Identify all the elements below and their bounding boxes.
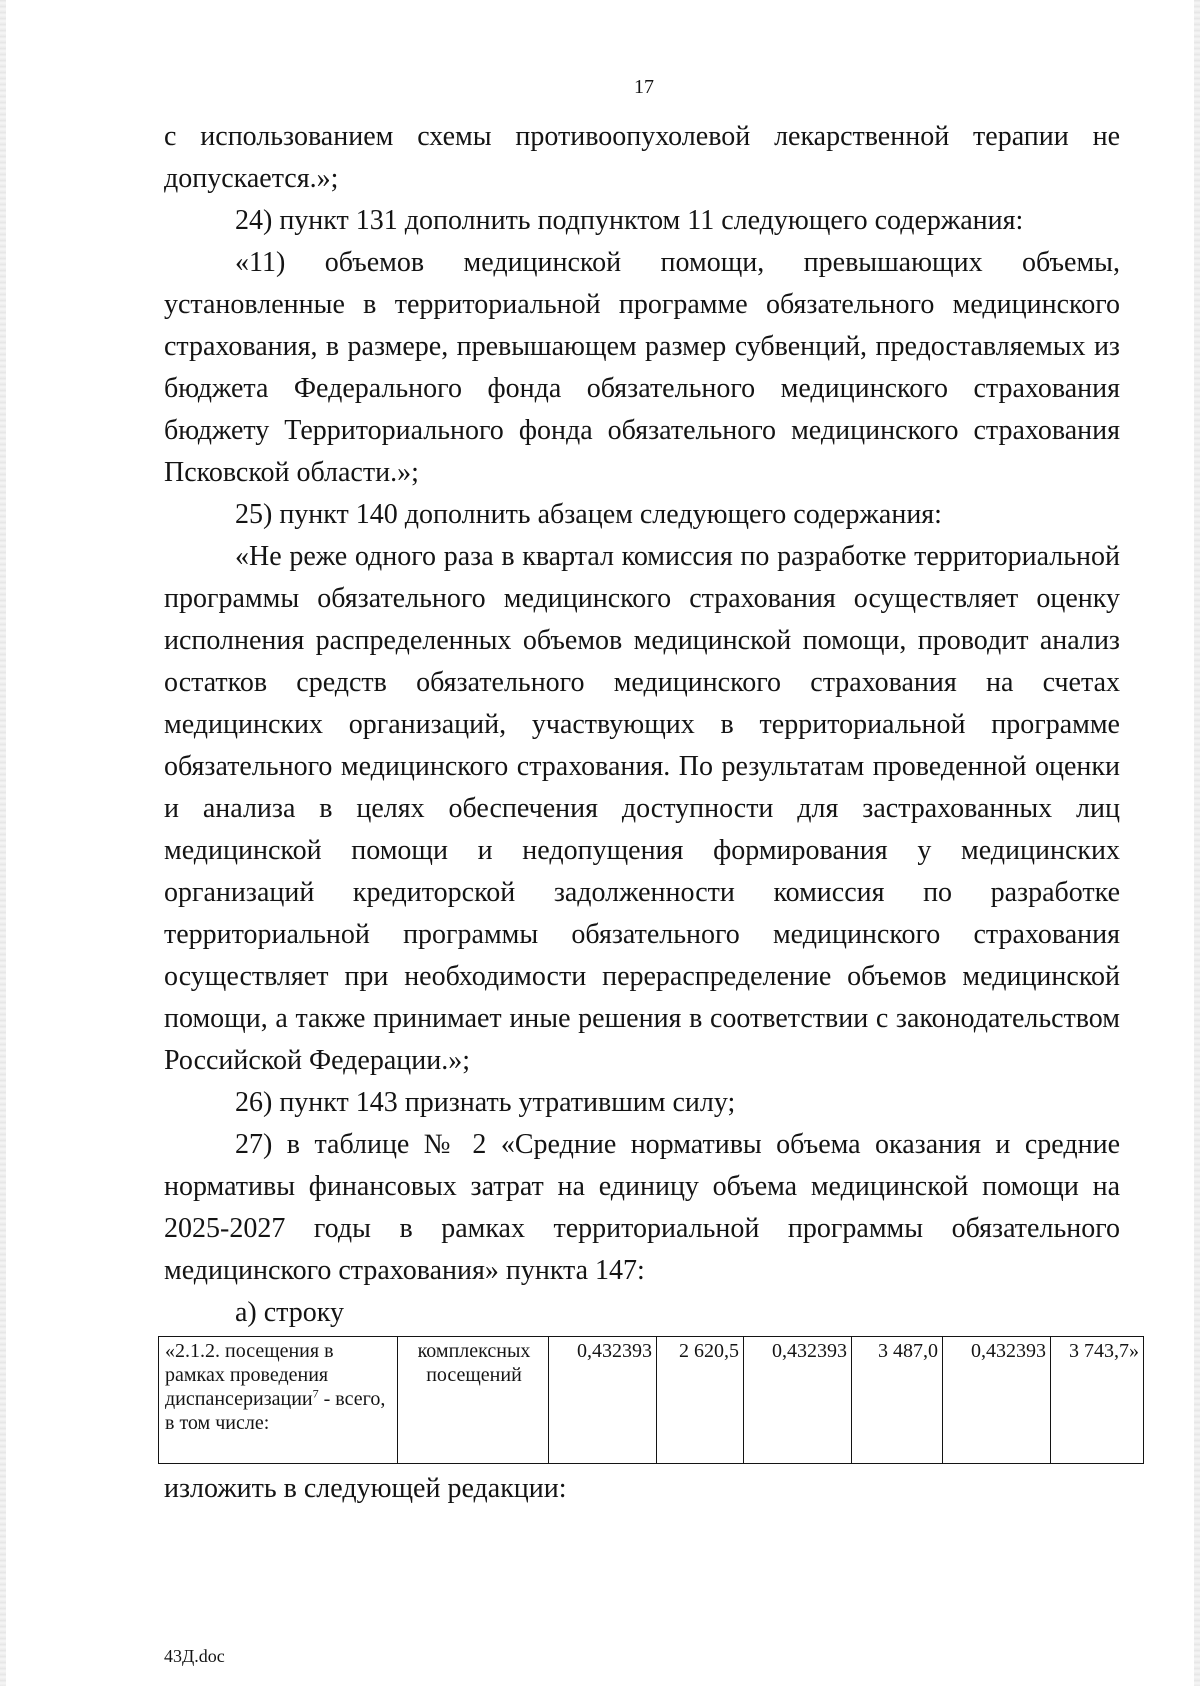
- cell-cost-2026: 3 487,0: [852, 1337, 943, 1464]
- norms-table: [158, 1336, 1144, 1464]
- cell-service-name-text: «2.1.2. посещения в рамках проведения диспансеризации: [165, 1340, 334, 1410]
- table-row: [159, 1337, 1144, 1464]
- scan-edge-right: [1194, 0, 1200, 1686]
- paragraph-after-table: изложить в следующей редакции:: [164, 1473, 567, 1504]
- paragraph-item-26: 26) пункт 143 признать утратившим силу;: [235, 1087, 736, 1118]
- cell-service-name-total: - всего,: [318, 1388, 386, 1410]
- cell-cost-2025: 2 620,5: [657, 1337, 744, 1464]
- cell-service-name: [159, 1337, 398, 1464]
- paragraph-quarterly-review: «Не реже одного раза в квартал комиссия по разработке территориальной программы обязательного медицинского страхования осуществляет оценку исполнения распределенных объемов медицинской помощи, проводит анализ остатков средств обязательного медицинского страхования на счетах медицинских организаций, участвующих в территориальной программе обязательного медицинского страхования. По результатам проведенной оценки и анализа в целях обеспечения доступности для застрахованных лиц медицинской помощи и недопущения формирования у медицинских организаций кредиторской задолженности комиссия по разработке территориальной программы обязательного медицинского страхования осуществляет при необходимости перераспределение объемов медицинской помощи, а также принимает иные решения в соответствии с законодательством Российской Федерации.»;: [164, 541, 1120, 1076]
- footer-filename: 43Д.doc: [164, 1646, 225, 1666]
- cell-volume-2025: 0,432393: [549, 1337, 657, 1464]
- document-body: [164, 116, 1139, 1510]
- cell-unit: комплексных посещений: [398, 1337, 549, 1464]
- cell-cost-2027: 3 743,7»: [1051, 1337, 1144, 1464]
- paragraph-item-24: 24) пункт 131 дополнить подпунктом 11 следующего содержания:: [235, 205, 1024, 236]
- footnote-mark: 7: [312, 1386, 319, 1401]
- paragraph-subitem-11: «11) объемов медицинской помощи, превышающих объемы, установленные в территориальной программе обязательного медицинского страхования, в размере, превышающем размер субвенций, предоставляемых из бюджета Федерального фонда обязательного медицинского страхования бюджету Территориального фонда обязательного медицинского страхования Псковской области.»;: [164, 247, 1120, 488]
- paragraph-continuation: с использованием схемы противоопухолевой лекарственной терапии не допускается.»;: [164, 121, 1120, 194]
- cell-volume-2026: 0,432393: [744, 1337, 852, 1464]
- page-number: 17: [634, 76, 654, 98]
- scan-edge-left: [0, 0, 6, 1686]
- paragraph-item-27: 27) в таблице № 2 «Средние нормативы объема оказания и средние нормативы финансовых затрат на единицу объема медицинской помощи на 2025-2027 годы в рамках территориальной программы обязательного медицинского страхования» пункта 147:: [164, 1129, 1120, 1286]
- subitem-a-label: а) строку: [235, 1297, 344, 1328]
- cell-service-name-including: в том числе:: [165, 1412, 270, 1434]
- cell-volume-2027: 0,432393: [943, 1337, 1051, 1464]
- paragraph-item-25: 25) пункт 140 дополнить абзацем следующего содержания:: [235, 499, 942, 530]
